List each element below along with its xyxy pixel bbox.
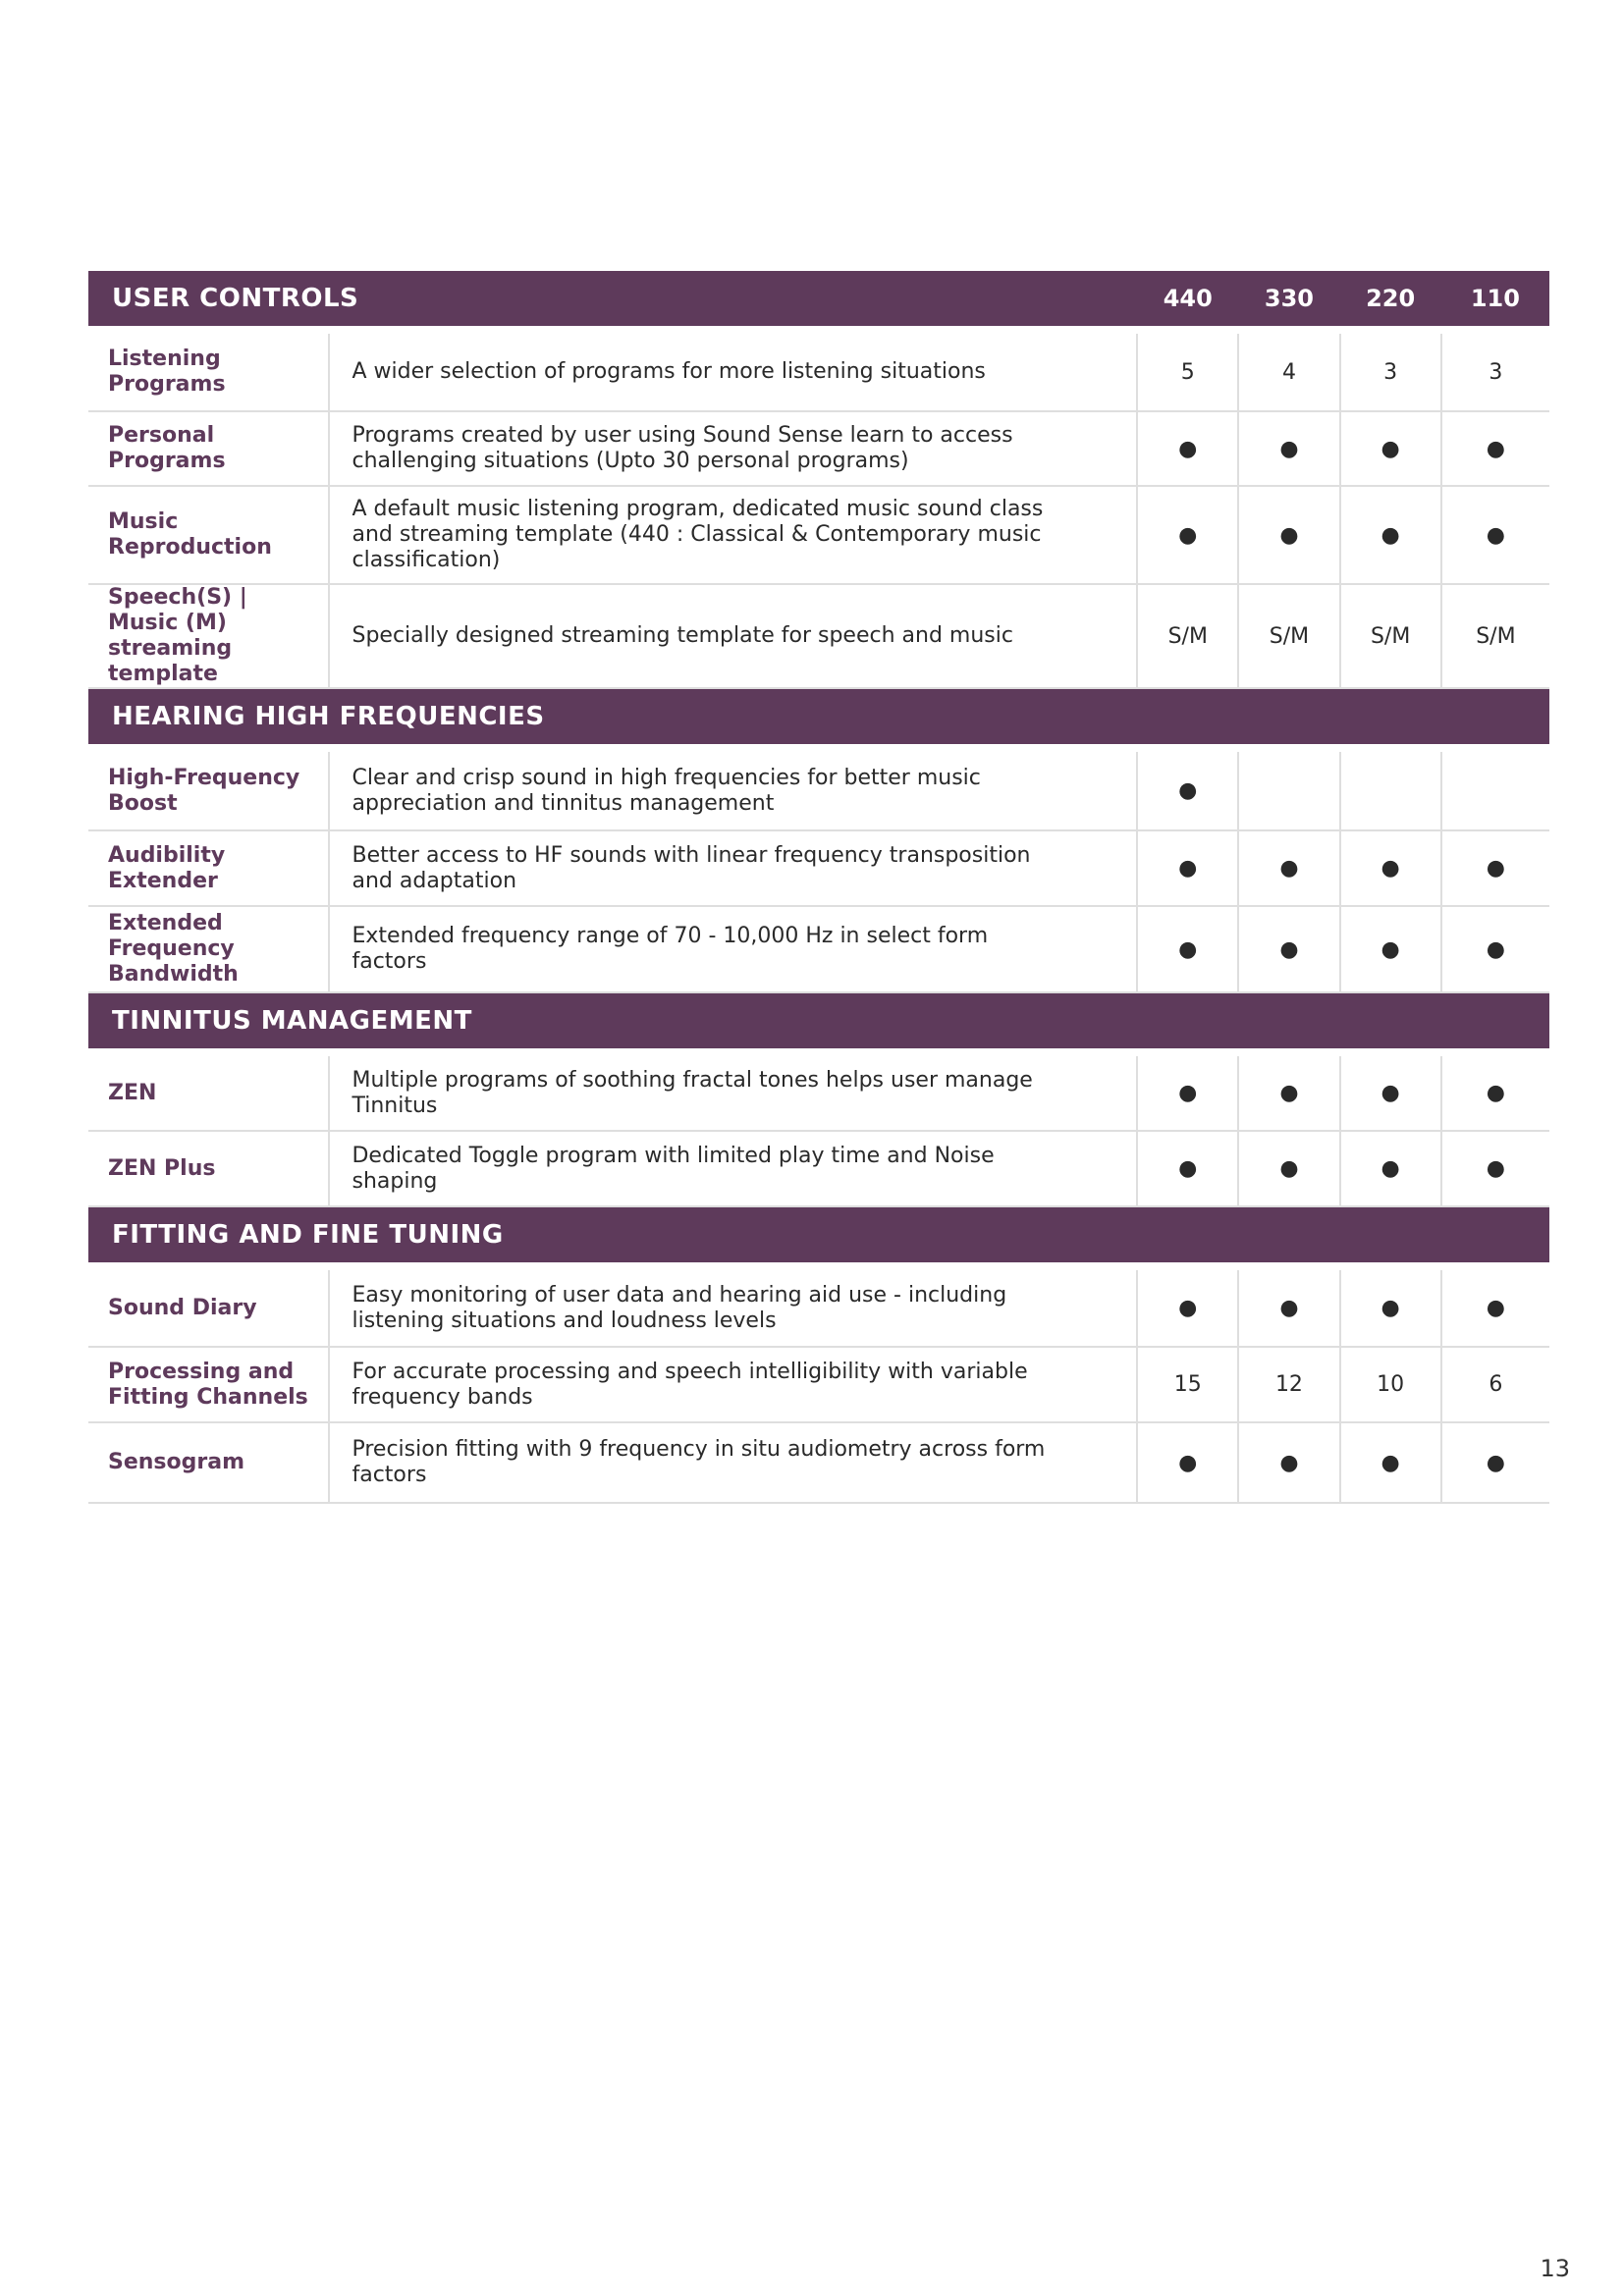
feature-name: Sensogram [88, 1422, 329, 1503]
feature-name: Personal Programs [88, 411, 329, 486]
tier-value-220: ● [1340, 1266, 1441, 1347]
tier-value-330: 4 [1238, 330, 1339, 411]
tier-value-440: 5 [1137, 330, 1238, 411]
section-header [88, 688, 1549, 748]
tier-value-330: ● [1238, 1422, 1339, 1503]
feature-name: Extended Frequency Bandwidth [88, 906, 329, 992]
feature-description: A wider selection of programs for more listening situations [329, 330, 1137, 411]
tier-header-440: 440 [1137, 271, 1238, 330]
tier-value-220: ● [1340, 486, 1441, 584]
tier-value-110: S/M [1441, 584, 1549, 688]
tier-value-440: ● [1137, 830, 1238, 906]
tier-value-330: ● [1238, 411, 1339, 486]
tier-value-440: 15 [1137, 1347, 1238, 1422]
tier-value-220: ● [1340, 1052, 1441, 1131]
tier-value-220: ● [1340, 1131, 1441, 1206]
feature-name: Processing and Fitting Channels [88, 1347, 329, 1422]
feature-description: Extended frequency range of 70 - 10,000 Hz in select form factors [329, 906, 1137, 992]
section-header [88, 271, 1549, 330]
feature-description: Easy monitoring of user data and hearing aid use - including listening situations and loudness levels [329, 1266, 1137, 1347]
tier-value-110: ● [1441, 1266, 1549, 1347]
tier-value-440: ● [1137, 748, 1238, 830]
tier-value-440: ● [1137, 1422, 1238, 1503]
feature-description: Dedicated Toggle program with limited play time and Noise shaping [329, 1131, 1137, 1206]
section-header [88, 992, 1549, 1052]
tier-header-330: 330 [1238, 271, 1339, 330]
table-row [88, 1052, 1549, 1131]
tier-value-330: ● [1238, 1052, 1339, 1131]
feature-description: Specially designed streaming template for speech and music [329, 584, 1137, 688]
section-title: TINNITUS MANAGEMENT [88, 992, 1549, 1052]
tier-value-220 [1340, 748, 1441, 830]
table-row [88, 330, 1549, 411]
tier-value-330: ● [1238, 830, 1339, 906]
section-title: FITTING AND FINE TUNING [88, 1206, 1549, 1266]
tier-value-330: ● [1238, 1266, 1339, 1347]
tier-value-110: ● [1441, 1131, 1549, 1206]
table-row [88, 748, 1549, 830]
tier-value-330: S/M [1238, 584, 1339, 688]
tier-value-220: S/M [1340, 584, 1441, 688]
feature-name: ZEN Plus [88, 1131, 329, 1206]
tier-value-440: ● [1137, 411, 1238, 486]
tier-value-440: ● [1137, 1266, 1238, 1347]
tier-value-220: ● [1340, 906, 1441, 992]
tier-value-220: 10 [1340, 1347, 1441, 1422]
feature-description: A default music listening program, dedicated music sound class and streaming template (440 : Classical & Contemporary music classification) [329, 486, 1137, 584]
tier-value-110: ● [1441, 906, 1549, 992]
table-row [88, 486, 1549, 584]
tier-value-220: ● [1340, 411, 1441, 486]
tier-value-330: ● [1238, 1131, 1339, 1206]
feature-name: High-Frequency Boost [88, 748, 329, 830]
section-title: USER CONTROLS [88, 271, 1137, 330]
tier-value-440: ● [1137, 1131, 1238, 1206]
tier-value-440: ● [1137, 1052, 1238, 1131]
table-row [88, 584, 1549, 688]
tier-value-440: ● [1137, 906, 1238, 992]
feature-name: Sound Diary [88, 1266, 329, 1347]
page-number: 13 [1540, 2255, 1570, 2282]
table-row [88, 830, 1549, 906]
tier-value-110 [1441, 748, 1549, 830]
tier-value-220: ● [1340, 1422, 1441, 1503]
tier-value-330: ● [1238, 906, 1339, 992]
table-row [88, 906, 1549, 992]
tier-value-110: ● [1441, 830, 1549, 906]
tier-value-440: S/M [1137, 584, 1238, 688]
tier-value-110: ● [1441, 486, 1549, 584]
feature-description: Precision fitting with 9 frequency in situ audiometry across form factors [329, 1422, 1137, 1503]
section-header [88, 1206, 1549, 1266]
tier-header-110: 110 [1441, 271, 1549, 330]
feature-name: ZEN [88, 1052, 329, 1131]
tier-value-330 [1238, 748, 1339, 830]
feature-description: For accurate processing and speech intelligibility with variable frequency bands [329, 1347, 1137, 1422]
feature-description: Programs created by user using Sound Sense learn to access challenging situations (Upto 30 personal programs) [329, 411, 1137, 486]
tier-value-440: ● [1137, 486, 1238, 584]
tier-value-330: ● [1238, 486, 1339, 584]
feature-description: Better access to HF sounds with linear frequency transposition and adaptation [329, 830, 1137, 906]
feature-name: Listening Programs [88, 330, 329, 411]
section-title: HEARING HIGH FREQUENCIES [88, 688, 1549, 748]
feature-description: Clear and crisp sound in high frequencies for better music appreciation and tinnitus management [329, 748, 1137, 830]
tier-value-220: 3 [1340, 330, 1441, 411]
tier-value-110: ● [1441, 1422, 1549, 1503]
tier-value-110: ● [1441, 1052, 1549, 1131]
table-row [88, 1266, 1549, 1347]
table-row [88, 411, 1549, 486]
feature-comparison-table [88, 271, 1549, 1504]
table-row [88, 1422, 1549, 1503]
table-body [88, 271, 1549, 1503]
table-row [88, 1131, 1549, 1206]
table-row [88, 1347, 1549, 1422]
feature-name: Audibility Extender [88, 830, 329, 906]
tier-header-220: 220 [1340, 271, 1441, 330]
tier-value-330: 12 [1238, 1347, 1339, 1422]
tier-value-110: 6 [1441, 1347, 1549, 1422]
feature-name: Speech(S) | Music (M) streaming template [88, 584, 329, 688]
feature-name: Music Reproduction [88, 486, 329, 584]
feature-description: Multiple programs of soothing fractal tones helps user manage Tinnitus [329, 1052, 1137, 1131]
tier-value-110: 3 [1441, 330, 1549, 411]
tier-value-220: ● [1340, 830, 1441, 906]
tier-value-110: ● [1441, 411, 1549, 486]
